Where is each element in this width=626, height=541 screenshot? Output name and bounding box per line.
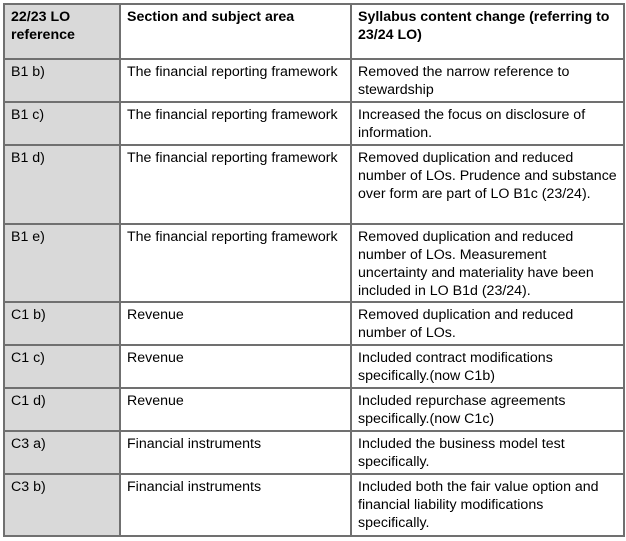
lo-reference-cell: C1 c) [4,345,120,388]
section-cell: Revenue [120,388,351,431]
table-row [4,145,624,224]
change-cell: Removed duplication and reduced number of LOs. Prudence and substance over form are part of LO B1c (23/24). [351,145,624,224]
lo-reference-cell: B1 b) [4,59,120,102]
lo-reference-cell: C1 d) [4,388,120,431]
change-cell: Increased the focus on disclosure of information. [351,102,624,145]
lo-reference-cell: B1 c) [4,102,120,145]
table-row [4,474,624,536]
table-row [4,345,624,388]
header-section-subject: Section and subject area [120,4,351,59]
section-cell: Financial instruments [120,474,351,536]
header-content-change: Syllabus content change (referring to 23/24 LO) [351,4,624,59]
section-cell: The financial reporting framework [120,224,351,302]
change-cell: Removed duplication and reduced number of LOs. [351,302,624,345]
lo-reference-cell: C3 b) [4,474,120,536]
lo-reference-cell: B1 d) [4,145,120,224]
section-cell: The financial reporting framework [120,102,351,145]
section-cell: Financial instruments [120,431,351,474]
section-cell: The financial reporting framework [120,145,351,224]
table-row [4,302,624,345]
change-cell: Included repurchase agreements specifically.(now C1c) [351,388,624,431]
change-cell: Removed duplication and reduced number of LOs. Measurement uncertainty and materiality have been included in LO B1d (23/24). [351,224,624,302]
table-row [4,59,624,102]
change-cell: Removed the narrow reference to stewardship [351,59,624,102]
lo-reference-cell: C1 b) [4,302,120,345]
section-cell: Revenue [120,345,351,388]
lo-reference-cell: B1 e) [4,224,120,302]
table-row [4,431,624,474]
header-lo-reference: 22/23 LO reference [4,4,120,59]
table-row [4,388,624,431]
section-cell: The financial reporting framework [120,59,351,102]
table-row [4,224,624,302]
change-cell: Included contract modifications specifically.(now C1b) [351,345,624,388]
syllabus-changes-table [3,3,625,537]
section-cell: Revenue [120,302,351,345]
table-row [4,102,624,145]
table-header-row [4,4,624,59]
change-cell: Included both the fair value option and financial liability modifications specifically. [351,474,624,536]
change-cell: Included the business model test specifically. [351,431,624,474]
lo-reference-cell: C3 a) [4,431,120,474]
